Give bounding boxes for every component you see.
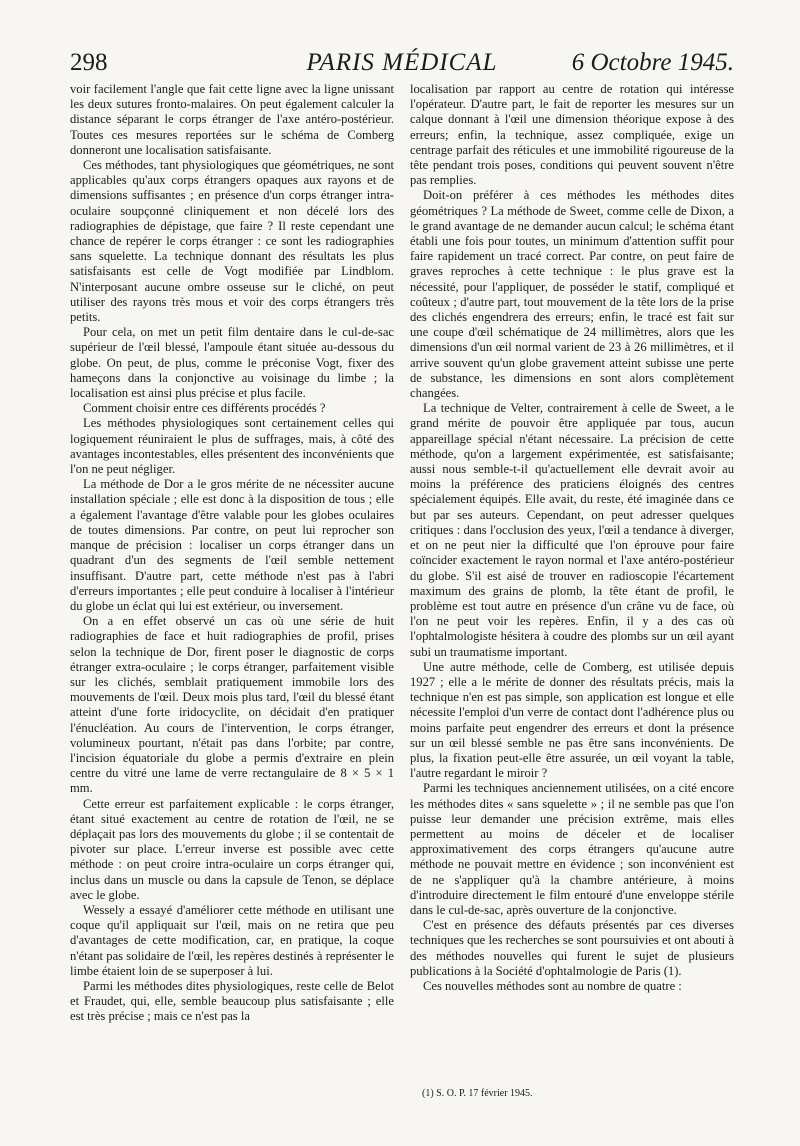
issue-date: 6 Octobre 1945. [571, 49, 734, 76]
journal-title: PARIS MÉDICAL [306, 49, 498, 76]
paragraph: Ces nouvelles méthodes sont au nombre de quatre : [423, 978, 682, 993]
paragraph: Pour cela, on met un petit film dentaire dans le cul-de-sac supérieur de l'œil blessé, l'ampoule étant située au-dessous du globe. On peut, de plus, comme le préconise Vogt, fixer des hameçons dans la conjonctive au voisinage du limbe ; la localisation est ainsi plus précise et plus facile. [70, 325, 394, 401]
left-column [70, 82, 394, 1025]
paragraph: Cette erreur est parfaitement explicable : le corps étranger, étant situé exactement au centre de rotation de l'œil, ne se déplaçait pas lors des mouvements du globe ; il se contentait de pivoter sur place. L'erreur inverse est possible avec cette méthode : on peut croire intra-oculaire un corps étranger qui, inclus dans un muscle ou dans la capsule de Tenon, se déplace avec le globe. [70, 796, 394, 902]
paragraph: Une autre méthode, celle de Comberg, est utilisée depuis 1927 ; elle a le mérite de donner des résultats précis, mais la technique n'en est pas simple, son application est longue et elle nécessite l'emploi d'un verre de contact dont l'adhérence plus ou moins parfaite peut engendrer des erreurs et dont la présence sur un œil blessé semble ne pas être sans inconvénients. De plus, la fixation peut-elle être assurée, un œil voyant la table, l'autre regardant le miroir ? [410, 659, 734, 781]
paragraph: La technique de Velter, contrairement à celle de Sweet, a le grand mérite de pouvoir être appliquée par tous, aucun appareillage spécial n'étant nécessaire. La précision de cette méthode, qu'on a largement expérimentée, est satisfaisante; aussi nous semble-t-il qu'actuellement elle devrait avoir au moins la préférence des praticiens éloignés des centres spécialement équipés. Elle avait, du reste, été imaginée dans ce but par ses auteurs. Cependant, on peut adresser quelques critiques : dans l'occlusion des yeux, l'œil a tendance à diverger, et on ne peut nier la difficulté que l'on éprouve pour faire coïncider exactement le rayon normal et l'axe antéro-postérieur du globe. S'il est aisé de trouver en radioscopie l'écartement maximum des grains de plomb, la tête étant de profil, le problème est tout autre en présence d'un crâne vu de face, où l'on ne peut voir les repères. Enfin, il y a des cas où l'ophtalmologiste hésitera à coudre des plombs sur un œil ayant subi un traumatisme important. [410, 401, 734, 659]
paragraph: Ces méthodes, tant physiologiques que géométriques, ne sont applicables qu'aux corps étrangers opaques aux rayons et de dimensions suffisantes ; en présence d'un corps étranger intra-oculaire soupçonné cliniquement et non décelé lors des radiographies de dépistage, que faire ? Il reste cependant une chance de repérer le corps étranger : ce sont les radiographies sans squelette. La technique donnant des résultats les plus satisfaisants est celle de Vogt modifiée par Lindblom. N'interposant aucune ombre osseuse sur le cliché, on peut utiliser des rayons très mous et voir des corps étrangers très petits. [70, 158, 394, 325]
footnote: (1) S. O. P. 17 février 1945. [422, 1088, 533, 1099]
paragraph: Les méthodes physiologiques sont certainement celles qui logiquement réuniraient le plus de suffrages, mais, à côté des avantages incontestables, elles présentent des inconvénients que l'on ne peut négliger. [70, 416, 394, 477]
paragraph: Wessely a essayé d'améliorer cette méthode en utilisant une coque qu'il appliquait sur l'œil, mais on ne retira que peu d'avantages de cette modification, car, en pratique, la coque n'étant pas solidaire de l'œil, les repères destinés à représenter le limbe étaient loin de se superposer à lui. [70, 902, 394, 978]
paragraph: Doit-on préférer à ces méthodes les méthodes dites géométriques ? La méthode de Sweet, comme celle de Dixon, a le grand avantage de ne demander aucun calcul; le schéma étant établi une fois pour toutes, un minimum d'attention suffit pour faire rapidement un tracé correct. Par contre, on peut faire de graves reproches à cette technique : le plus grave est la nécessité, pour l'appliquer, de posséder le statif, compliqué et coûteux ; d'autre part, tout mouvement de la tête lors de la prise des clichés engendrera des erreurs; enfin, le tracé est fait sur une coupe d'œil schématique de 24 millimètres, alors que les dimensions d'un œil normal varient de 23 à 26 millimètres, et il arrive souvent qu'un globe gravement atteint subisse une perte de substance, les dimensions en sont alors complètement changées. [410, 188, 734, 401]
paragraph: Parmi les techniques anciennement utilisées, on a cité encore les méthodes dites « sans squelette » ; il ne semble pas que l'on puisse leur demander une précision extrême, mais elles permettent au moins de déceler et de localiser approximativement des corps étrangers qu'aucune autre méthode ne pouvait mettre en évidence ; son inconvénient est de ne s'appliquer qu'à la chambre antérieure, à moins d'introduire directement le film entouré d'une enveloppe stérile dans le cul-de-sac, après ouverture de la conjonctive. [410, 781, 734, 917]
paragraph: Comment choisir entre ces différents procédés ? [83, 401, 326, 416]
paragraph: Parmi les méthodes dites physiologiques, reste celle de Belot et Fraudet, qui, elle, semble beaucoup plus satisfaisante ; elle est très précise ; mais ce n'est pas la [70, 978, 394, 1024]
page-header [70, 46, 734, 80]
page-number: 298 [70, 49, 108, 76]
paragraph: La méthode de Dor a le gros mérite de ne nécessiter aucune installation spéciale ; elle est donc à la disposition de tous ; elle a également l'avantage d'être valable pour les globes oculaires de toutes dimensions. Par contre, on peut lui reprocher son manque de précision : localiser un corps étranger dans un quadrant d'un des segments de l'œil semble nettement insuffisant. D'autre part, cette méthode n'est pas à l'abri d'erreurs importantes ; elle peut conduire à localiser à l'intérieur du globe un éclat qui lui est extérieur, ou inversement. [70, 477, 394, 613]
paragraph: localisation par rapport au centre de rotation qui intéresse l'opérateur. D'autre part, le fait de reporter les mesures sur un calque donnant à l'œil une dimension théorique expose à des erreurs; enfin, la technique, assez compliquée, exige un centrage parfait des réticules et une immobilité rigoureuse de la tête pendant trois poses, conditions qui peuvent souvent n'être pas remplies. [410, 82, 734, 188]
paragraph: voir facilement l'angle que fait cette ligne avec la ligne unissant les deux sutures fronto-malaires. On peut également calculer la distance séparant le corps étranger de l'axe antéro-postérieur. Toutes ces mesures reportées sur le schéma de Comberg donneront une localisation satisfaisante. [70, 82, 394, 157]
paragraph: On a en effet observé un cas où une série de huit radiographies de face et huit radiographies de profil, prises selon la technique de Dor, firent poser le diagnostic de corps étranger extra-oculaire ; le corps étranger, parfaitement visible sur les clichés, semblait pratiquement immobile lors des mouvements de l'œil. Deux mois plus tard, l'œil du blessé étant atteint d'une forte iridocyclite, on décidait d'en pratiquer l'énucléation. Au cours de l'intervention, le corps étranger, volumineux pourtant, n'était pas dans l'orbite; par contre, l'incision équatoriale du globe a permis d'extraire en plein centre du vitré une lame de verre rectangulaire de 8 × 5 × 1 mm. [70, 614, 394, 796]
paragraph: C'est en présence des défauts présentés par ces diverses techniques que les recherches se sont poursuivies et ont abouti à des méthodes nouvelles qui furent le sujet de plusieurs publications à la Société d'ophtalmologie de Paris (1). [410, 918, 734, 978]
right-column [410, 82, 734, 994]
